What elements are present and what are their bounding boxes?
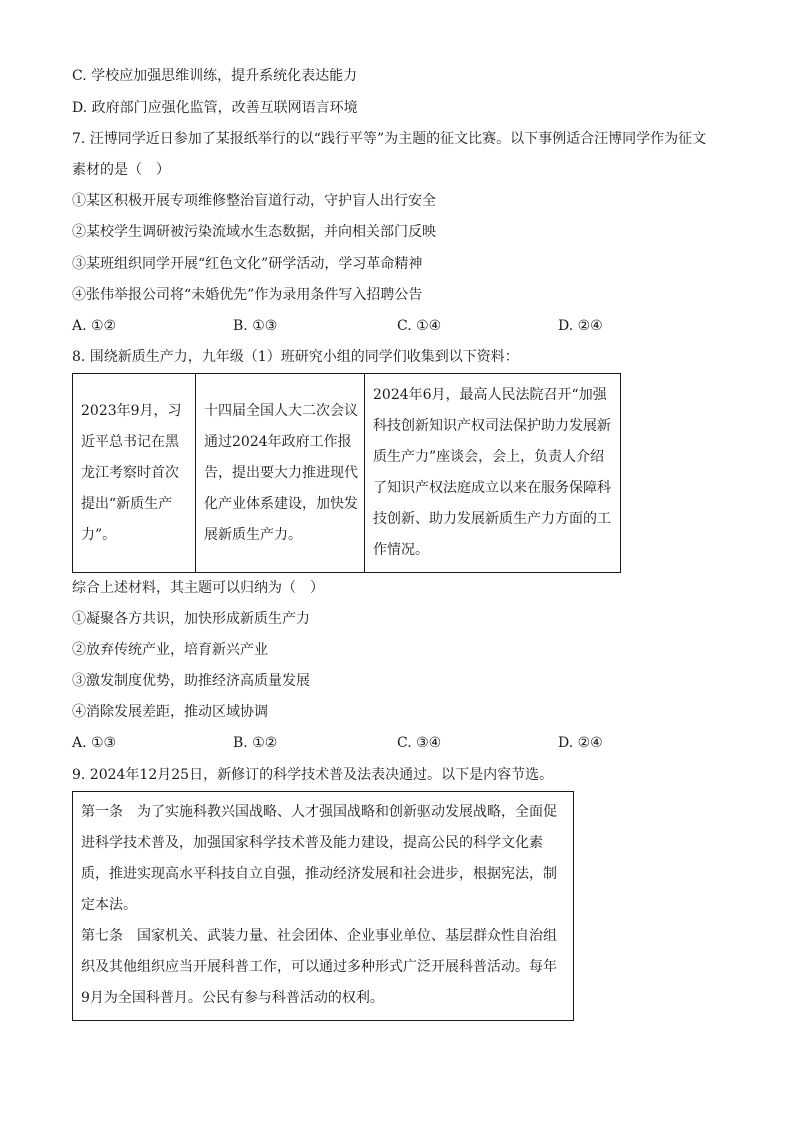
q8-options xyxy=(72,733,672,753)
q8-item-2: ②放弃传统产业，培育新兴产业 xyxy=(72,642,268,658)
q8-question: 综合上述材料，其主题可以归纳为（ ） xyxy=(72,580,324,596)
q7-item-3: ③某班组织同学开展“红色文化”研学活动，学习革命精神 xyxy=(72,256,423,272)
q9-excerpt-box xyxy=(72,791,574,1021)
q8-option-d: D. ②④ xyxy=(558,735,603,751)
q7-item-4: ④张伟举报公司将“未婚优先”作为录用条件写入招聘公告 xyxy=(72,287,423,303)
q8-item-1: ①凝聚各方共识，加快形成新质生产力 xyxy=(72,611,310,627)
q9-stem: 9. 2024年12月25日，新修订的科学技术普及法表决通过。以下是内容节选。 xyxy=(72,767,554,783)
q7-option-c: C. ①④ xyxy=(397,318,442,334)
q8-item-4: ④消除发展差距，推动区域协调 xyxy=(72,704,268,720)
q8-material-2: 十四届全国人大二次会议通过2024年政府工作报告，提出要大力推进现代化产业体系建设，加快发展新质生产力。 xyxy=(196,374,365,573)
q7-option-b: B. ①③ xyxy=(233,318,278,334)
q7-item-2: ②某校学生调研被污染流域水生态数据，并向相关部门反映 xyxy=(72,224,436,240)
prev-option-d: D. 政府部门应强化监管，改善互联网语言环境 xyxy=(72,100,358,116)
q8-materials-table xyxy=(72,373,621,573)
q8-material-1: 2023年9月，习近平总书记在黑龙江考察时首次提出“新质生产力”。 xyxy=(73,374,196,573)
q9-article-1: 第一条 为了实施科教兴国战略、人才强国战略和创新驱动发展战略，全面促进科学技术普及，加强国家科学技术普及能力建设，提高公民的科学文化素质，推进实现高水平科技自立自强，推动经济发展和社会进步，根据宪法，制定本法。 xyxy=(81,804,557,913)
q7-option-d: D. ②④ xyxy=(558,318,603,334)
q9-article-7: 第七条 国家机关、武装力量、社会团体、企业事业单位、基层群众性自治组织及其他组织应当开展科普工作，可以通过多种形式广泛开展科普活动。每年9月为全国科普月。公民有参与科普活动的权利。 xyxy=(81,928,557,1006)
q8-option-b: B. ①② xyxy=(233,735,278,751)
q8-option-a: A. ①③ xyxy=(72,735,117,751)
prev-option-c: C. 学校应加强思维训练，提升系统化表达能力 xyxy=(72,68,358,84)
q8-option-c: C. ③④ xyxy=(397,735,442,751)
q7-stem-line2: 素材的是（ ） xyxy=(72,162,170,178)
q7-item-1: ①某区积极开展专项维修整治盲道行动，守护盲人出行安全 xyxy=(72,193,436,209)
q7-options xyxy=(72,316,672,336)
q7-option-a: A. ①② xyxy=(72,318,117,334)
q7-stem-line1: 7. 汪博同学近日参加了某报纸举行的以“践行平等”为主题的征文比赛。以下事例适合汪博同学作为征文 xyxy=(72,131,707,147)
q8-material-3: 2024年6月，最高人民法院召开“加强科技创新知识产权司法保护助力发展新质生产力”座谈会，会上，负责人介绍了知识产权法庭成立以来在服务保障科技创新、助力发展新质生产力方面的工作情况。 xyxy=(365,374,621,573)
q8-item-3: ③激发制度优势，助推经济高质量发展 xyxy=(72,673,310,689)
q8-stem: 8. 围绕新质生产力，九年级（1）班研究小组的同学们收集到以下资料： xyxy=(72,349,519,365)
